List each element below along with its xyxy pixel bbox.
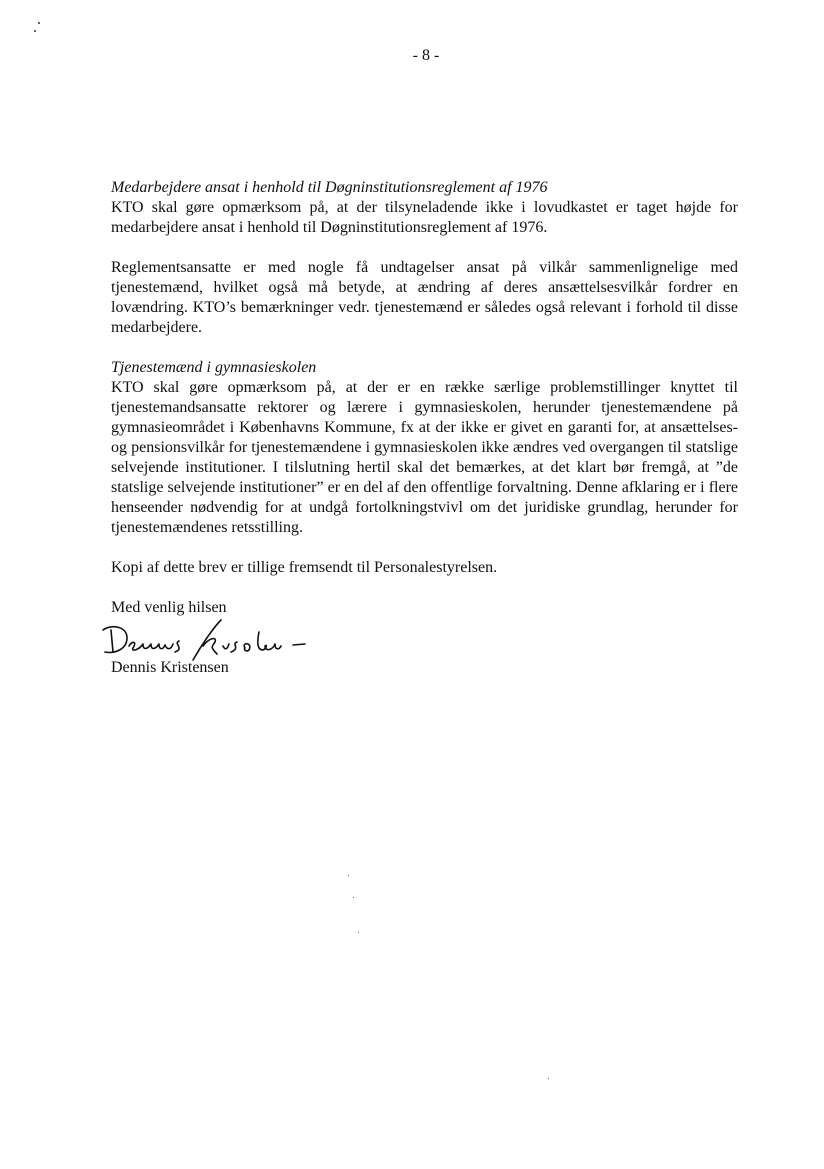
paragraph: Kopi af dette brev er tillige fremsendt til Personalestyrelsen.	[111, 559, 498, 576]
scan-speck	[34, 30, 36, 32]
handwritten-signature	[111, 620, 738, 660]
signer-name: Dennis Kristensen	[111, 659, 229, 676]
letter-body	[111, 178, 738, 678]
paragraph: KTO skal gøre opmærksom på, at der er en række særlige problemstillinger knyttet til tjenestemandsansatte rektorer og lærere i gymnasieskolen, herunder tjenestemændene på gymnasieområdet i Københavns Kommune, fx at der ikke er givet en garanti for, at ansættelses- og pensionsvilkår for tjenestemændene i gymnasieskolen ikke ændres ved overgangen til statslige selvejende institutioner. I tilslutning hertil skal det bemærkes, at det klart bør fremgå, at ”de statslige selvejende institutioner” er en del af den offentlige forvaltning. Denne afklaring er i flere henseender nødvendig for at undgå fortolkningstvivl om det juridiske grundlag, herunder for tjenestemændenes retsstilling.	[111, 379, 738, 536]
closing-greeting: Med venlig hilsen	[111, 599, 227, 616]
paragraph: KTO skal gøre opmærksom på, at der tilsyneladende ikke i lovudkastet er taget højde for medarbejdere ansat i henhold til Døgninstitutionsreglement af 1976.	[111, 199, 738, 236]
scan-speck	[353, 897, 354, 898]
scan-speck	[38, 22, 40, 24]
signature-drawing	[97, 616, 307, 662]
page-number: - 8 -	[412, 47, 440, 64]
closing-block	[111, 598, 738, 678]
section-heading: Medarbejdere ansat i henhold til Døgninstitutionsreglement af 1976	[111, 179, 548, 196]
section-heading: Tjenestemænd i gymnasieskolen	[111, 359, 317, 376]
scan-speck	[548, 1078, 549, 1079]
scan-speck	[348, 875, 349, 876]
section-gymnasieskolen	[111, 358, 738, 578]
section-dogninstitution	[111, 178, 738, 338]
paragraph: Reglementsansatte er med nogle få undtagelser ansat på vilkår sammenlignelige med tjenestemænd, hvilket også må betyde, at ændring af deres ansættelsesvilkår fordrer en lovændring. KTO’s bemærkninger vedr. tjenestemænd er således også relevant i forhold til disse medarbejdere.	[111, 259, 738, 336]
scan-speck	[358, 932, 359, 933]
